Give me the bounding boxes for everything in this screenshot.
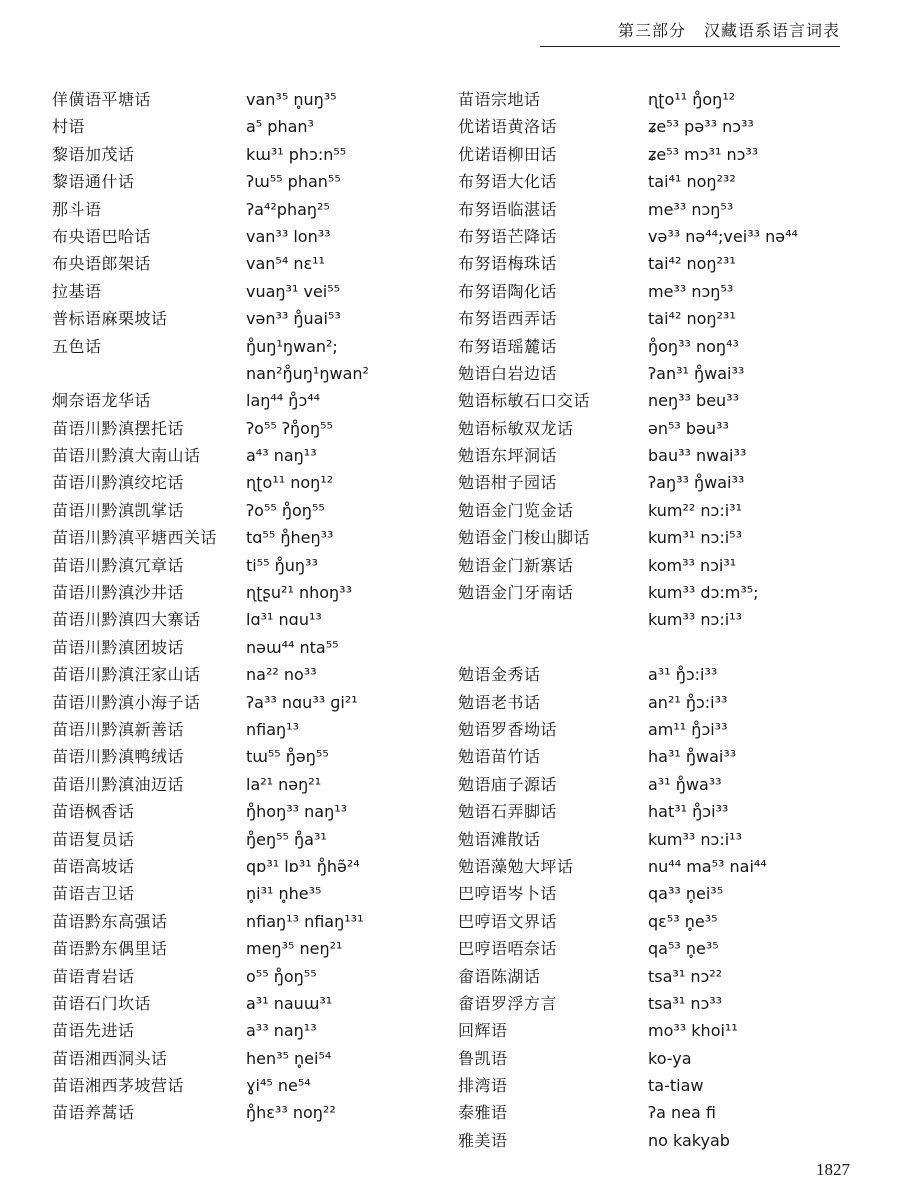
language-name: 炯奈语龙华话 (52, 391, 152, 411)
language-name: 苗语川黔滇冗章话 (52, 555, 185, 575)
word-form: ŋ̊hoŋ³³ naŋ¹³ (246, 802, 348, 822)
entry-row (52, 223, 452, 250)
entry-row (458, 1127, 878, 1154)
word-form: an²¹ ŋ̊ɔ:i³³ (648, 692, 728, 712)
language-name: 勉语藻勉大坪话 (458, 856, 574, 876)
entry-row (458, 606, 878, 633)
language-name: 苗语青岩话 (52, 966, 135, 986)
entry-row (52, 634, 452, 661)
header-part: 第三部分 (617, 23, 686, 40)
language-name: 勉语标敏双龙话 (458, 418, 574, 438)
word-form: ko-ya (648, 1048, 692, 1068)
language-name: 勉语白岩边话 (458, 363, 558, 383)
word-form: ŋ̊uŋ¹ŋwan²; (246, 336, 338, 356)
language-name: 苗语川黔滇凯掌话 (52, 500, 185, 520)
entry-row (458, 634, 878, 661)
language-name: 勉语庙子源话 (458, 774, 558, 794)
language-name: 苗语川黔滇油迈话 (52, 774, 185, 794)
word-form: ʔan³¹ ŋ̊wai³³ (648, 363, 745, 383)
language-name: 苗语川黔滇团坡话 (52, 637, 185, 657)
language-name: 布努语芒降话 (458, 226, 558, 246)
word-form: nəɯ⁴⁴ nta⁵⁵ (246, 637, 339, 657)
entry-row (458, 853, 878, 880)
entry-row (52, 1045, 452, 1072)
language-name: 拉基语 (52, 281, 102, 301)
entry-row (52, 853, 452, 880)
entry-row (52, 524, 452, 551)
language-name: 佯僙语平塘话 (52, 90, 152, 109)
entry-row (52, 196, 452, 223)
entry-row (52, 826, 452, 853)
word-form: ən⁵³ bəu³³ (648, 418, 729, 438)
word-form: lɑ³¹ nɑu¹³ (246, 610, 322, 630)
entry-row (458, 223, 878, 250)
word-form: mo³³ khoi¹¹ (648, 1021, 738, 1041)
entry-row (458, 360, 878, 387)
language-name: 苗语川黔滇摆托话 (52, 418, 185, 438)
entry-row (458, 250, 878, 277)
entry-row (52, 168, 452, 195)
entry-row (52, 689, 452, 716)
entry-row (52, 113, 452, 140)
word-form: ʑe⁵³ pə³³ nɔ³³ (648, 117, 754, 137)
entry-row (52, 661, 452, 688)
language-name: 勉语金门梭山脚话 (458, 528, 591, 548)
language-name: 勉语滩散话 (458, 829, 541, 849)
language-name: 苗语川黔滇四大寨话 (52, 610, 201, 630)
language-name: 那斗语 (52, 199, 102, 219)
language-name: 苗语高坡话 (52, 856, 135, 876)
entry-row (458, 798, 878, 825)
entry-row (52, 743, 452, 770)
entry-row (52, 1099, 452, 1126)
entry-row (52, 908, 452, 935)
language-name: 勉语标敏石口交话 (458, 391, 591, 411)
word-form: ʔɯ⁵⁵ phan⁵⁵ (246, 172, 341, 192)
language-name: 苗语川黔滇绞坨话 (52, 473, 185, 493)
word-form: la²¹ nəŋ²¹ (246, 774, 322, 794)
word-form: ɣi⁴⁵ ne⁵⁴ (246, 1076, 311, 1096)
language-name: 勉语石弄脚话 (458, 802, 558, 822)
entry-row (458, 469, 878, 496)
language-name: 苗语川黔滇汪家山话 (52, 665, 201, 685)
language-name: 排湾语 (458, 1076, 508, 1096)
word-form: tsa³¹ nɔ²² (648, 966, 723, 986)
entry-row (458, 1045, 878, 1072)
word-form: van³³ lon³³ (246, 226, 331, 246)
language-name: 巴哼语文界话 (458, 911, 558, 931)
word-form: vuaŋ³¹ vei⁵⁵ (246, 281, 341, 301)
entry-row (458, 113, 878, 140)
entry-row (458, 1072, 878, 1099)
word-form: van⁵⁴ nɛ¹¹ (246, 254, 325, 274)
entry-row (458, 497, 878, 524)
word-form: ŋ̊hɛ³³ noŋ²² (246, 1103, 336, 1123)
entry-row (458, 743, 878, 770)
word-form: ta-tiaw (648, 1076, 704, 1096)
language-name: 黎语加茂话 (52, 144, 135, 164)
language-name: 布努语大化话 (458, 172, 558, 192)
entry-row (458, 1017, 878, 1044)
entry-row (52, 387, 452, 414)
word-form: ti⁵⁵ ŋ̊uŋ³³ (246, 555, 318, 575)
language-name: 布努语陶化话 (458, 281, 558, 301)
language-name: 布努语梅珠话 (458, 254, 558, 274)
word-form: kom³³ nɔi³¹ (648, 555, 737, 575)
word-form: tai⁴² noŋ²³¹ (648, 254, 736, 274)
entry-row (52, 552, 452, 579)
word-form: tai⁴¹ noŋ²³² (648, 172, 736, 192)
word-form: tɑ⁵⁵ ŋ̊heŋ³³ (246, 528, 334, 548)
language-name: 泰雅语 (458, 1103, 508, 1123)
word-form: ɳʈʂu²¹ nhoŋ³³ (246, 583, 352, 603)
language-name: 苗语川黔滇大南山话 (52, 446, 201, 466)
entry-row (458, 990, 878, 1017)
entry-row (52, 250, 452, 277)
word-form: kum³¹ nɔ:i⁵³ (648, 528, 743, 548)
language-name: 布努语瑶麓话 (458, 336, 558, 356)
word-form: ʔaŋ³³ ŋ̊wai³³ (648, 473, 745, 493)
entry-row (458, 552, 878, 579)
word-form: a³¹ ŋ̊wa³³ (648, 774, 722, 794)
language-name: 苗语吉卫话 (52, 884, 135, 904)
entry-row (52, 771, 452, 798)
entry-row (52, 305, 452, 332)
entry-row (458, 579, 878, 606)
entry-row (52, 497, 452, 524)
entry-row (52, 86, 452, 113)
entry-row (458, 442, 878, 469)
word-form: a⁵ phan³ (246, 117, 314, 137)
language-name: 勉语柑子园话 (458, 473, 558, 493)
word-form: me³³ nɔŋ⁵³ (648, 281, 734, 301)
language-name: 巴哼语岑卜话 (458, 884, 558, 904)
word-form: qɒ³¹ lɒ³¹ ŋ̊hə̃²⁴ (246, 856, 360, 876)
right-column (458, 86, 878, 1154)
language-name: 优诺语柳田话 (458, 144, 558, 164)
word-form: ʔa⁴²phaŋ²⁵ (246, 199, 330, 219)
word-form: van³⁵ n̥uŋ³⁵ (246, 90, 337, 109)
entry-row (52, 1017, 452, 1044)
entry-row (52, 606, 452, 633)
word-form: kum³³ nɔ:i¹³ (648, 829, 743, 849)
entry-row (458, 141, 878, 168)
word-form: qa⁵³ n̥e³⁵ (648, 939, 719, 959)
entry-row (458, 771, 878, 798)
language-name: 布央语巴哈话 (52, 226, 152, 246)
language-name: 苗语湘西洞头话 (52, 1048, 168, 1068)
word-form: nu⁴⁴ ma⁵³ nai⁴⁴ (648, 856, 767, 876)
word-form: ha³¹ ŋ̊wai³³ (648, 747, 737, 767)
word-form: tai⁴² noŋ²³¹ (648, 309, 736, 329)
word-form: a³¹ nauɯ³¹ (246, 993, 333, 1013)
word-form: hat³¹ ŋ̊ɔi³³ (648, 802, 729, 822)
language-name: 布努语西弄话 (458, 309, 558, 329)
language-name: 勉语金门览金话 (458, 500, 574, 520)
entry-row (52, 716, 452, 743)
entry-row (458, 524, 878, 551)
language-name: 回辉语 (458, 1021, 508, 1041)
language-name: 勉语东坪洞话 (458, 446, 558, 466)
entry-row (458, 86, 878, 113)
word-form: ŋ̊eŋ⁵⁵ ŋ̊a³¹ (246, 829, 327, 849)
language-name: 勉语老书话 (458, 692, 541, 712)
language-name: 苗语川黔滇沙井话 (52, 583, 185, 603)
header-section: 汉藏语系语言词表 (703, 23, 840, 40)
language-name: 鲁凯语 (458, 1048, 508, 1068)
word-form: ɳʈo¹¹ ŋ̊oŋ¹² (648, 90, 736, 109)
language-name: 苗语川黔滇小海子话 (52, 692, 201, 712)
entry-row (52, 415, 452, 442)
entry-row (52, 141, 452, 168)
language-name: 黎语通什话 (52, 172, 135, 192)
language-name: 苗语宗地话 (458, 90, 541, 109)
word-form: qɛ⁵³ n̥e³⁵ (648, 911, 718, 931)
word-form: ʔa nea fi (648, 1103, 717, 1123)
language-name: 布努语临湛话 (458, 199, 558, 219)
entry-row (52, 469, 452, 496)
running-header (540, 18, 840, 47)
left-column (52, 86, 452, 1127)
entry-row (458, 689, 878, 716)
word-form: o⁵⁵ ŋ̊oŋ⁵⁵ (246, 966, 317, 986)
word-form: n̥i³¹ n̥he³⁵ (246, 884, 322, 904)
entry-row (52, 963, 452, 990)
language-name: 优诺语黄洛话 (458, 117, 558, 137)
word-form: kɯ³¹ phɔ:n⁵⁵ (246, 144, 347, 164)
word-form: vən³³ ŋ̊uai⁵³ (246, 309, 341, 329)
word-form: ʔo⁵⁵ ŋ̊oŋ⁵⁵ (246, 500, 325, 520)
entry-row (52, 798, 452, 825)
word-form: qa³³ n̥ei³⁵ (648, 884, 724, 904)
language-name: 苗语先进话 (52, 1021, 135, 1041)
language-name: 勉语金秀话 (458, 665, 541, 685)
word-form: a³³ naŋ¹³ (246, 1021, 317, 1041)
language-name: 苗语枫香话 (52, 802, 135, 822)
entry-row (52, 579, 452, 606)
entry-row (52, 935, 452, 962)
word-form: tɯ⁵⁵ ŋ̊əŋ⁵⁵ (246, 747, 329, 767)
language-name: 巴哼语唔奈话 (458, 939, 558, 959)
word-form: a⁴³ naŋ¹³ (246, 446, 317, 466)
word-form: me³³ nɔŋ⁵³ (648, 199, 734, 219)
word-form: ʑe⁵³ mɔ³¹ nɔ³³ (648, 144, 759, 164)
word-form: ɳʈo¹¹ noŋ¹² (246, 473, 334, 493)
word-form: no kakyab (648, 1130, 730, 1150)
word-form: tsa³¹ nɔ³³ (648, 993, 723, 1013)
entry-row (458, 661, 878, 688)
word-form: və³³ nə⁴⁴;vei³³ nə⁴⁴ (648, 226, 798, 246)
entry-row (458, 305, 878, 332)
language-name: 勉语金门新寨话 (458, 555, 574, 575)
entry-row (458, 415, 878, 442)
entry-row (52, 1072, 452, 1099)
word-form: nan²ŋ̊uŋ¹ŋwan² (246, 363, 369, 383)
language-name: 畲语罗浮方言 (458, 993, 558, 1013)
entry-row (52, 333, 452, 360)
entry-row (52, 278, 452, 305)
entry-row (458, 908, 878, 935)
entry-row (458, 333, 878, 360)
word-form: na²² no³³ (246, 665, 317, 685)
language-name: 苗语川黔滇新善话 (52, 719, 185, 739)
language-name: 苗语石门坎话 (52, 993, 152, 1013)
word-form: ʔo⁵⁵ ʔŋ̊oŋ⁵⁵ (246, 418, 333, 438)
language-name: 苗语黔东高强话 (52, 911, 168, 931)
language-name: 雅美语 (458, 1130, 508, 1150)
entry-row (458, 880, 878, 907)
word-form: kum³³ nɔ:i¹³ (648, 610, 743, 630)
entry-row (458, 278, 878, 305)
entry-row (458, 963, 878, 990)
language-name: 五色话 (52, 336, 102, 356)
word-form: hen³⁵ n̥ei⁵⁴ (246, 1048, 332, 1068)
word-form: meŋ³⁵ neŋ²¹ (246, 939, 343, 959)
word-form: am¹¹ ŋ̊ɔi³³ (648, 719, 728, 739)
language-name: 勉语苗竹话 (458, 747, 541, 767)
word-form: nfiaŋ¹³ (246, 719, 299, 739)
page-number: 1827 (816, 1160, 850, 1179)
word-form: a³¹ ŋ̊ɔ:i³³ (648, 665, 718, 685)
entry-row (458, 196, 878, 223)
language-name: 普标语麻栗坡话 (52, 309, 168, 329)
language-name: 苗语养蒿话 (52, 1103, 135, 1123)
entry-row (52, 360, 452, 387)
language-name: 畲语陈湖话 (458, 966, 541, 986)
entry-row (458, 1099, 878, 1126)
word-form: neŋ³³ beu³³ (648, 391, 740, 411)
word-form: kum³³ dɔ:m³⁵; (648, 583, 759, 603)
language-name: 布央语郎架话 (52, 254, 152, 274)
entry-row (458, 935, 878, 962)
entry-row (52, 442, 452, 469)
language-name: 苗语复员话 (52, 829, 135, 849)
entry-row (458, 168, 878, 195)
language-name: 苗语川黔滇平塘西关话 (52, 528, 218, 548)
word-form: ŋ̊oŋ³³ noŋ⁴³ (648, 336, 739, 356)
language-name: 勉语罗香坳话 (458, 719, 558, 739)
entry-row (458, 387, 878, 414)
entry-row (458, 716, 878, 743)
entry-row (458, 826, 878, 853)
word-form: ʔa³³ nɑu³³ ɡi²¹ (246, 692, 358, 712)
word-form: bau³³ nwai³³ (648, 446, 747, 466)
language-name: 苗语湘西茅坡营话 (52, 1076, 185, 1096)
entry-row (52, 880, 452, 907)
word-form: laŋ⁴⁴ ŋ̊ɔ⁴⁴ (246, 391, 321, 411)
language-name: 苗语黔东偶里话 (52, 939, 168, 959)
word-form: kum²² nɔ:i³¹ (648, 500, 743, 520)
entry-row (52, 990, 452, 1017)
language-name: 勉语金门牙南话 (458, 583, 574, 603)
language-name: 村语 (52, 117, 86, 137)
language-name: 苗语川黔滇鸭绒话 (52, 747, 185, 767)
word-form: nfiaŋ¹³ nfiaŋ¹³¹ (246, 911, 364, 931)
